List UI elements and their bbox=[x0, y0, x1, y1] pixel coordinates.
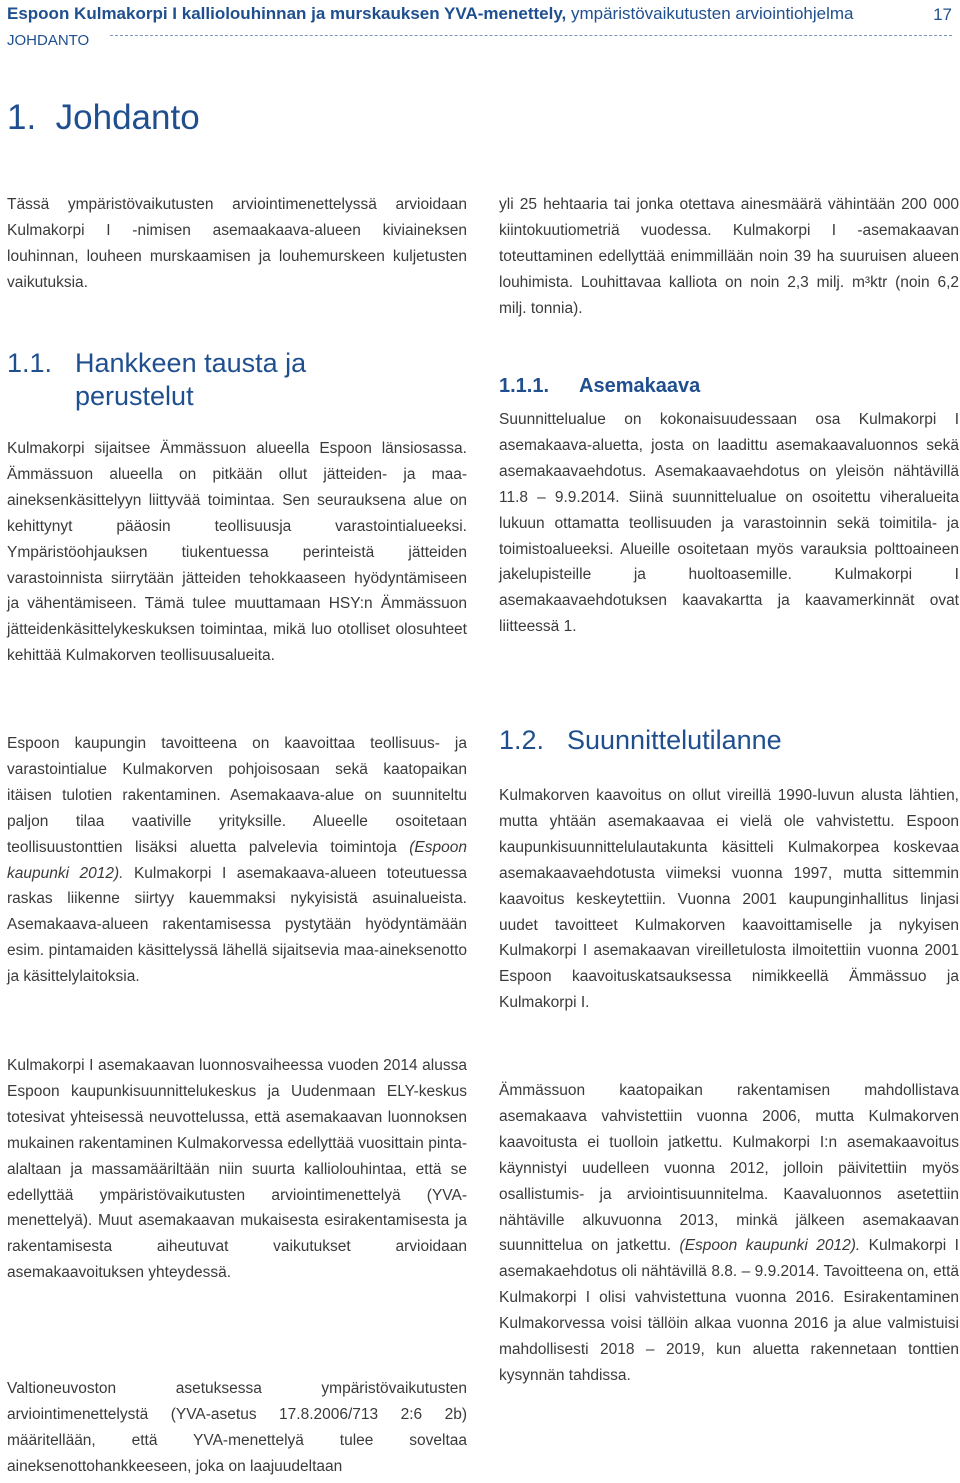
subsection-heading-1-1-1 bbox=[499, 373, 700, 399]
chapter-number: 1. bbox=[7, 98, 37, 137]
section-heading-1-2 bbox=[499, 724, 782, 757]
paragraph: yli 25 hehtaaria tai jonka otettava ainesmäärä vähintään 200 000 kiintokuutiometriä vuodessa. Kulmakorpi I -asemakaavan toteuttaminen edellyttää enimmillään noin 39 ha suuruisen alueen louhimista. Louhittavaa kalliota on noin 2,3 milj. m³ktr (noin 6,2 milj. tonnia). bbox=[499, 196, 959, 317]
paragraph: Kulmakorpi sijaitsee Ämmässuon alueella Espoon länsiosassa. Ämmässuon alueella on pitkään ollut jätteiden- ja maa-aineksenkäsittelyyn liittyvää toimintaa. Sen seurauksena alue on kehittynyt pääosin teollisuusja varastointialueeksi. Ympäristöohjauksen tiukentuessa perinteistä jätteiden varastoinnista siirrytään jätteiden tehokkaaseen hyödyntämiseen ja vähentämiseen. Tämä tulee muuttamaan HSY:n Ämmässuon jätteidenkäsittelykeskuksen toimintaa, mikä luo otolliset olosuhteet kehittää Kulmakorven teollisuusalueita. bbox=[7, 440, 467, 665]
header-section: JOHDANTO bbox=[7, 32, 90, 49]
chapter-title: Johdanto bbox=[55, 98, 200, 137]
section-number: 1.2. bbox=[499, 725, 545, 755]
paragraph: Suunnittelualue on kokonaisuudessaan osa Kulmakorpi I asemakaava-aluetta, josta on laadittu asemakaavaluonnos sekä asemakaavaehdotus. Asemakaavaehdotus on yleisön nähtävillä 11.8 – 9.9.2014. Siinä suunnittelualue on osoitettu viheralueita lukuun ottamatta teollisuuden ja varastoinnin sekä toimitila- ja toimistoalueeksi. Alueille osoitetaan myös varauksia polttoaineen jakelupisteille ja huoltoasemille. Kulmakorpi I asemakaavaehdotuksen kaavakartta ja kaavamerkinnät ovat liitteessä 1. bbox=[499, 411, 959, 636]
subsection-number: 1.1.1. bbox=[499, 375, 550, 397]
chapter-heading bbox=[7, 96, 200, 140]
header-rule bbox=[110, 35, 952, 36]
paragraph-text: Espoon kaupungin tavoitteena on kaavoittaa teollisuus- ja varastointialue Kulmakorven pohjoisosaan sekä kaatopaikan itäisen tulotien rakentaminen. Asemakaava-alue on suunniteltu paljon tilaa vaativille yrityksille. Alueelle osoitetaan teollisuustonttien lisäksi aluetta palvelevia toimintoja bbox=[7, 735, 467, 856]
paragraph-text: Kulmakorpi I asemakaava-alueen toteutuessa raskas liikenne siirtyy kauemmaksi nykyisistä asuinalueista. Asemakaava-alueen rakentamisessa pystytään hyödyntämään esim. pintamaiden käsittelyssä lähellä sijaitsevia maa-aineksenotto ja käsittelylaitoksia. bbox=[7, 864, 467, 986]
section-title: Suunnittelutilanne bbox=[567, 725, 782, 755]
paragraph-text: Kulmakorpi I asemakaehdotus oli nähtävillä 8.8. – 9.9.2014. Tavoitteena on, että Kulmakorpi I olisi vahvistettuna vuonna 2016. Esirakentaminen Kulmakorvessa voisi tällöin alkaa vuonna 2016 ja alue valmistuisi mahdollisesti 2018 – 2019, kun aluetta rakennetaan tonttien kysynnän tahdissa. bbox=[499, 1237, 959, 1384]
section-heading-1-1 bbox=[7, 347, 306, 413]
section-number: 1.1. bbox=[7, 348, 53, 378]
section-title-line1: Hankkeen tausta ja bbox=[75, 348, 307, 378]
header-title bbox=[7, 2, 960, 26]
header-title-bold: Espoon Kulmakorpi I kalliolouhinnan ja murskauksen YVA-menettely, bbox=[7, 4, 567, 23]
paragraph bbox=[499, 1078, 959, 1389]
paragraph-text: Ämmässuon kaatopaikan rakentamisen mahdollistava asemakaava vahvistettiin vuonna 2006, mutta Kulmakorven kaavoitusta ei tuolloin jatkettu. Kulmakorpi I:n asemakaavoitus käynnistyi uudelleen vuonna 2012, jolloin päivitettiin myös osallistumis- ja arviointisuunnitelma. Kaavaluonnos asetettiin nähtäville alkuvuonna 2013, minkä jälkeen asemakaavan suunnittelua on jatkettu. bbox=[499, 1082, 959, 1255]
page-number: 17 bbox=[933, 5, 952, 24]
paragraph: Valtioneuvoston asetuksessa ympäristövaikutusten arviointimenettelystä (YVA-asetus 17.8.2006/713 2:6 2b) määritellään, että YVA-menettelyä tulee soveltaa aineksenottohankkeeseen, joka on laajuudeltaan bbox=[7, 1380, 467, 1475]
citation: (Espoon kaupunki 2012). bbox=[7, 838, 467, 882]
paragraph: Kulmakorven kaavoitus on ollut vireillä 1990-luvun alusta lähtien, mutta yhtään asemakaavaa ei vielä ole vahvistettu. Espoon kaupunkisuunnittelulautakunta käsitteli Kulmakorpea koskevaa asemakaavaehdotusta viimeksi vuonna 1997, mutta sittemmin kaavoitus keskeytettiin. Vuonna 2001 kaupunginhallitus linjasi uudet tavoitteet Kulmakorven kaavoittamiselle ja nykyisen Kulmakorpi I asemakaavan vireilletulosta ilmoitettiin vuonna 2001 Espoon kaavoituskatsauksessa nimikkeellä Ämmässuo ja Kulmakorpi I. bbox=[499, 787, 959, 1012]
intro-paragraph: Tässä ympäristövaikutusten arviointimenettelyssä arvioidaan Kulmakorpi I -nimisen asemaakaava-alueen kiviaineksen louhinnan, louheen murskaamisen ja louhemurskeen kuljetusten vaikutuksia. bbox=[7, 196, 467, 291]
paragraph bbox=[7, 731, 467, 990]
header-title-rest: ympäristövaikutusten arviointiohjelma bbox=[566, 4, 854, 23]
paragraph: Kulmakorpi I asemakaavan luonnosvaiheessa vuoden 2014 alussa Espoon kaupunkisuunnittelukeskus ja Uudenmaan ELY-keskus totesivat yhteisessä neuvottelussa, että asemakaavan luonnoksen mukainen rakentaminen Kulmakorvessa edellyttää vuosittain pinta-alaltaan ja massamääriltään niin suurta kalliolouhintaa, että se edellyttää ympäristövaikutusten arviointimenettelyä (YVA-menettelyä). Muut asemakaavan mukaisesta esirakentamisesta ja rakentamisesta aiheutuvat vaikutukset arvioidaan asemakaavoituksen yhteydessä. bbox=[7, 1057, 467, 1282]
running-header bbox=[7, 2, 960, 52]
section-title-line2: perustelut bbox=[75, 381, 194, 411]
subsection-title: Asemakaava bbox=[579, 375, 701, 397]
citation: (Espoon kaupunki 2012). bbox=[679, 1237, 861, 1255]
